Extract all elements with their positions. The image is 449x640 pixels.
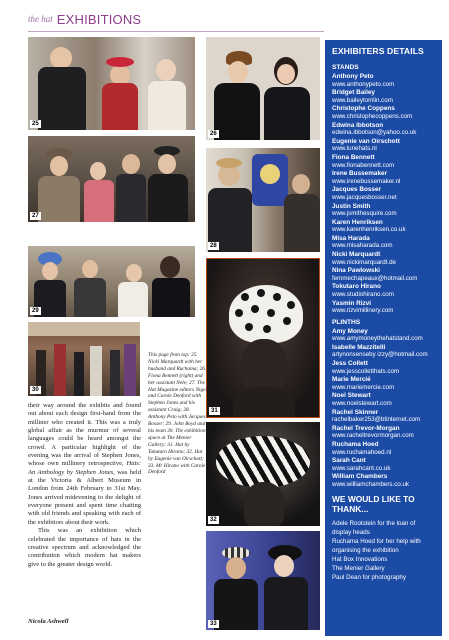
thanks-item: The Menier Gallery bbox=[332, 564, 385, 572]
header-rule bbox=[28, 31, 324, 32]
exhibiter-entry bbox=[332, 138, 436, 153]
exhibiter-contact: www.nickimarquardt.de bbox=[332, 258, 396, 266]
exhibiter-contact: www.noelstewart.com bbox=[332, 399, 392, 407]
exhibiter-name: Irene Bussemaker bbox=[332, 170, 388, 178]
exhibiter-name: Marie Mercié bbox=[332, 376, 371, 384]
exhibiter-entry bbox=[332, 409, 436, 424]
exhibiter-contact: www.sarahcant.co.uk bbox=[332, 464, 391, 472]
photo-number: 30 bbox=[32, 387, 39, 393]
thanks-item: Ruchama Hoed for her help with organising the exhibition bbox=[332, 538, 421, 555]
exhibiter-entry bbox=[332, 441, 436, 456]
exhibiter-name: Anthony Peto bbox=[332, 73, 374, 80]
exhibiter-contact: www.studiohirano.com bbox=[332, 291, 394, 299]
photo-number: 31 bbox=[211, 408, 218, 414]
exhibiter-name: Yasmin Rizvi bbox=[332, 299, 372, 307]
exhibiter-name: Isabelle Mazzitelli bbox=[332, 343, 386, 351]
exhibiter-entry bbox=[332, 344, 436, 359]
thanks-item: Hat Box Innovations bbox=[332, 555, 388, 563]
photo-number: 28 bbox=[210, 243, 217, 249]
exhibiter-contact: www.jacquesbosser.net bbox=[332, 193, 397, 201]
exhibiter-entry bbox=[332, 473, 436, 488]
caption-rest: 26. Fiona Bennett (right) and her assistant Nele; 27. The Hat Magazine editors Nigel and Carole Denford with Stephen Jones and his assistant Craig; 28. Anthony Peto with Jacques Bosser; 29. John Boyd and his team 30. The exhibition space at The Menier Gallery; 31. Hat by Tokutaro Hirano; 32. Hat by Eugenie van Oirschott; 33. Mr Hirano with Carole Denford bbox=[148, 365, 207, 476]
photo-32 bbox=[206, 422, 320, 526]
thanks-item: Paul Dean for photography bbox=[332, 573, 406, 581]
exhibition-title: Hats: An Anthology by Stephen Jones bbox=[28, 460, 141, 476]
photo-number: 32 bbox=[210, 517, 217, 523]
exhibiter-name: Noel Stewart bbox=[332, 392, 371, 400]
sidebar-heading: EXHIBITERS DETAILS bbox=[332, 46, 424, 56]
plinths-label: PLINTHS bbox=[332, 318, 361, 326]
exhibiter-contact: www.amymoneythehatstand.com bbox=[332, 335, 423, 343]
magazine-logo: the hat bbox=[28, 13, 53, 24]
exhibiter-name: Rachel Trevor-Morgan bbox=[332, 424, 400, 432]
exhibiter-entry bbox=[332, 170, 436, 185]
photo-30 bbox=[28, 322, 140, 396]
exhibiter-contact: www.mariemercie.com bbox=[332, 383, 395, 391]
exhibiter-contact: www.misaharada.com bbox=[332, 242, 393, 250]
exhibiter-contact: www.lunehats.nl bbox=[332, 145, 377, 153]
exhibiter-contact: www.racheltrevormorgan.com bbox=[332, 432, 414, 440]
exhibiter-name: Jess Collett bbox=[332, 360, 368, 367]
photo-27 bbox=[28, 136, 195, 222]
exhibiter-name: Justin Smith bbox=[332, 202, 371, 210]
thanks-heading: WE WOULD LIKE TO THANK... bbox=[332, 494, 415, 515]
exhibiter-contact: www.williamchambers.co.uk bbox=[332, 480, 410, 488]
paragraph-2: This was an exhibition which celebrated the importance of hats in the creative spectrum and acknowledged the contribution which modern hat makers give to the greater design world. bbox=[28, 527, 141, 568]
exhibiter-contact: www.christophecoppens.com bbox=[332, 112, 413, 120]
exhibiter-entry bbox=[332, 251, 436, 266]
exhibiter-contact: edwina.ibbotson@yahoo.co.uk bbox=[332, 129, 417, 137]
paragraph-1-end: , was held at the Victoria & Albert Museum in London from 24th February to 31st May. Jones arrived midevening to the delight of everyone present and spent time chatting with old friends and speaking with each of the exhibitors about their work. bbox=[28, 468, 141, 526]
exhibiter-contact: femmechapeaux@hotmail.com bbox=[332, 274, 418, 282]
photo-25 bbox=[28, 37, 195, 130]
exhibiter-contact: www.ruchamahoed.nl bbox=[332, 448, 392, 456]
exhibiter-entry bbox=[332, 376, 436, 391]
exhibiter-entry bbox=[332, 186, 436, 201]
section-title: EXHIBITIONS bbox=[56, 11, 142, 27]
exhibiters-sidebar bbox=[325, 40, 442, 636]
thanks-list bbox=[332, 520, 436, 582]
photo-28 bbox=[206, 148, 320, 252]
exhibiter-name: Sarah Cant bbox=[332, 457, 366, 465]
exhibiter-entry bbox=[332, 267, 436, 282]
photo-number: 29 bbox=[32, 308, 39, 314]
exhibiter-name: Amy Money bbox=[332, 327, 368, 335]
exhibiter-contact: www.jesscolletthats.com bbox=[332, 367, 400, 375]
caption-intro: This page from top: 25. Nicki Marquardt with her husband and Ruchama; bbox=[148, 352, 203, 372]
exhibiter-entry bbox=[332, 392, 436, 407]
exhibiter-contact: www.anthonypeto.com bbox=[332, 80, 395, 88]
exhibiter-name: Tokutaro Hirano bbox=[332, 283, 381, 291]
exhibiter-name: Nina Pawlowski bbox=[332, 267, 380, 275]
exhibiter-name: Edwina Ibbotson bbox=[332, 121, 384, 129]
plinths-list bbox=[332, 328, 436, 489]
exhibiter-entry bbox=[332, 425, 436, 440]
article-body bbox=[28, 402, 141, 569]
paragraph-1-start: their way around the exhibits and found out about each design first-hand from the milliner who created it. This was a truly global affair as the murmur of several languages could be heard amongst the crowd. A particular highlight of the evening was the arrival of Stephen Jones, whose own millinery retrospective, bbox=[28, 402, 141, 468]
photo-caption bbox=[148, 352, 208, 476]
exhibiter-name: Fiona Bennett bbox=[332, 153, 375, 161]
exhibiter-entry bbox=[332, 283, 436, 298]
photo-number: 26 bbox=[210, 131, 217, 137]
photo-29 bbox=[28, 246, 195, 317]
exhibiter-contact: www.jsmithesquire.com bbox=[332, 210, 397, 218]
exhibiter-name: Ruchama Hoed bbox=[332, 440, 379, 448]
exhibiter-entry bbox=[332, 203, 436, 218]
exhibiter-name: Nicki Marquardt bbox=[332, 251, 381, 259]
exhibiter-entry bbox=[332, 457, 436, 472]
exhibiter-name: Misa Harada bbox=[332, 234, 370, 242]
stands-list bbox=[332, 73, 436, 315]
exhibiter-contact: www.fionabennett.com bbox=[332, 161, 395, 169]
exhibiter-entry bbox=[332, 122, 436, 137]
photo-33 bbox=[206, 531, 320, 630]
exhibiter-contact: www.baileytomlin.com bbox=[332, 96, 393, 104]
stands-label: STANDS bbox=[332, 64, 359, 71]
photo-number: 25 bbox=[32, 121, 39, 127]
exhibiter-entry bbox=[332, 300, 436, 315]
exhibiter-contact: artynonsenseby izzy@hotmail.com bbox=[332, 351, 428, 359]
photo-31 bbox=[206, 258, 320, 418]
paragraph-1 bbox=[28, 402, 141, 527]
photo-26 bbox=[206, 37, 320, 140]
exhibiter-name: Bridget Bailey bbox=[332, 89, 375, 97]
page-header bbox=[28, 8, 141, 30]
exhibiter-contact: www.irenebussemaker.nl bbox=[332, 177, 401, 185]
exhibiter-name: William Chambers bbox=[332, 473, 388, 481]
exhibiter-contact: www.rizvimillinery.com bbox=[332, 307, 394, 315]
exhibiter-entry bbox=[332, 219, 436, 234]
exhibiter-name: Rachel Skinner bbox=[332, 408, 379, 416]
photo-number: 27 bbox=[32, 213, 39, 219]
exhibiter-entry bbox=[332, 328, 436, 343]
exhibiter-entry bbox=[332, 73, 436, 88]
byline: Nicola Ashwell bbox=[28, 618, 69, 625]
exhibiter-entry bbox=[332, 235, 436, 250]
exhibiter-entry bbox=[332, 89, 436, 104]
exhibiter-name: Eugenie van Oirschott bbox=[332, 137, 400, 145]
exhibiter-entry bbox=[332, 154, 436, 169]
exhibiter-contact: rachelbaker253@btinternet.com bbox=[332, 416, 421, 424]
exhibiter-name: Karen Henriksen bbox=[332, 218, 383, 226]
exhibiter-entry bbox=[332, 105, 436, 120]
exhibiter-name: Christophe Coppens bbox=[332, 105, 395, 113]
exhibiter-contact: www.karenhenriksen.co.uk bbox=[332, 226, 406, 234]
exhibiter-entry bbox=[332, 360, 436, 375]
exhibiter-name: Jacques Bosser bbox=[332, 186, 382, 194]
photo-number: 33 bbox=[210, 621, 217, 627]
thanks-item: Adele Rootstein for the loan of display heads bbox=[332, 520, 416, 537]
